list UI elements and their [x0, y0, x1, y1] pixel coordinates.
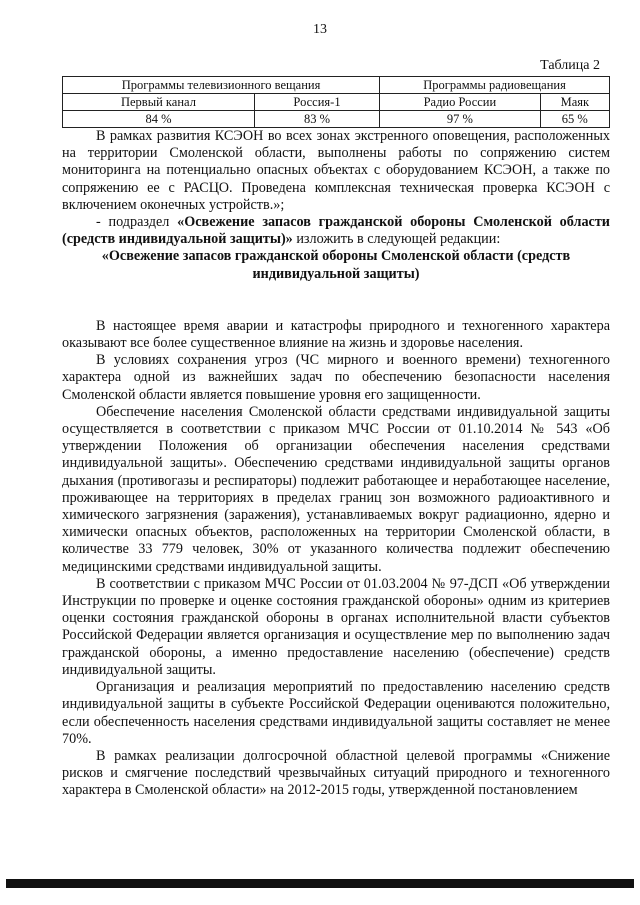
radio-programs-header: Программы радиовещания: [380, 77, 610, 94]
scan-edge-bar: [6, 879, 634, 888]
subsection-name: «Освежение запасов гражданской обороны Смоленской области (средств индивидуальной защиты)»: [62, 214, 610, 248]
table-group-header-row: [63, 77, 610, 94]
coverage-table: [62, 76, 610, 128]
value-cell: 84 %: [63, 111, 255, 128]
tv-programs-header: Программы телевизионного вещания: [63, 77, 380, 94]
section-title: «Освежение запасов гражданской обороны Смоленской области (средств индивидуальной защиты): [101, 248, 571, 282]
instruction-suffix: изложить в следующей редакции:: [292, 231, 501, 248]
paragraph: В настоящее время аварии и катастрофы природного и техногенного характера оказывают все более существенное влияние на жизнь и здоровье населения.: [62, 317, 610, 352]
table-value-row: [63, 111, 610, 128]
channel-cell: Первый канал: [63, 94, 255, 111]
table-channel-row: [63, 94, 610, 111]
document-body: [62, 128, 610, 800]
channel-cell: Маяк: [540, 94, 609, 111]
value-cell: 83 %: [254, 111, 379, 128]
table-caption: Таблица 2: [540, 58, 600, 73]
paragraph: Организация и реализация мероприятий по предоставлению населению средств индивидуальной защиты в субъекте Российской Федерации оцениваются положительно, если обеспеченность населения средствами индивидуальной защиты составляет не менее 70%.: [62, 679, 610, 747]
paragraph: В условиях сохранения угроз (ЧС мирного и военного времени) техногенного характера одной из важнейших задач по обеспечению безопасности населения Смоленской области является повышение уровня его защищенности.: [62, 352, 610, 403]
value-cell: 97 %: [380, 111, 541, 128]
paragraph: Обеспечение населения Смоленской области средствами индивидуальной защиты осуществляется в соответствии с приказом МЧС России от 01.10.2014 № 543 «Об утверждении Положения об организации обеспечения населения средствами индивидуальной защиты». Обеспечению средствами индивидуальной защиты органов дыхания (противогазы и респираторы) подлежит работающее и неработающее население, проживающее на территориях в пределах границ зон возможного радиоактивного и химического загрязнения (заражения), устанавливаемых вокруг радиационно, ядерно и химически опасных объектов, расположенных на территории Смоленской области, в количестве 33 779 человек, 30% от указанного количества подлежит обеспечению медицинскими средствами индивидуальной защиты.: [62, 403, 610, 575]
paragraph-subsection-instruction: [62, 214, 610, 248]
paragraph: В рамках реализации долгосрочной областной целевой программы «Снижение рисков и смягчение последствий чрезвычайных ситуаций природного и техногенного характера в Смоленской области» на 2012-2015 годы, утвержденной постановлением: [62, 747, 610, 799]
paragraph: В рамках развития КСЭОН во всех зонах экстренного оповещения, расположенных на территории Смоленской области, выполнены работы по сопряжению систем мониторинга на потенциально опасных объектах с оборудованием КСЭОН, а также по сопряжению ее с РАСЦО. Проведена комплексная техническая проверка КСЭОН с включением оконечных устройств.»;: [62, 128, 610, 213]
channel-cell: Радио России: [380, 94, 541, 111]
page-number: 13: [313, 22, 327, 37]
value-cell: 65 %: [540, 111, 609, 128]
dash-prefix: - подраздел: [96, 214, 178, 231]
paragraph: В соответствии с приказом МЧС России от 01.03.2004 № 97-ДСП «Об утверждении Инструкции по проверке и оценке состояния гражданской обороны» одним из критериев оценки состояния гражданской обороны в органах исполнительной власти субъектов Российской Федерации является организация и осуществление мер по выполнению задач гражданской обороны, а именно предоставление населению (обеспечение) средств индивидуальной защиты.: [62, 575, 610, 678]
channel-cell: Россия-1: [254, 94, 379, 111]
